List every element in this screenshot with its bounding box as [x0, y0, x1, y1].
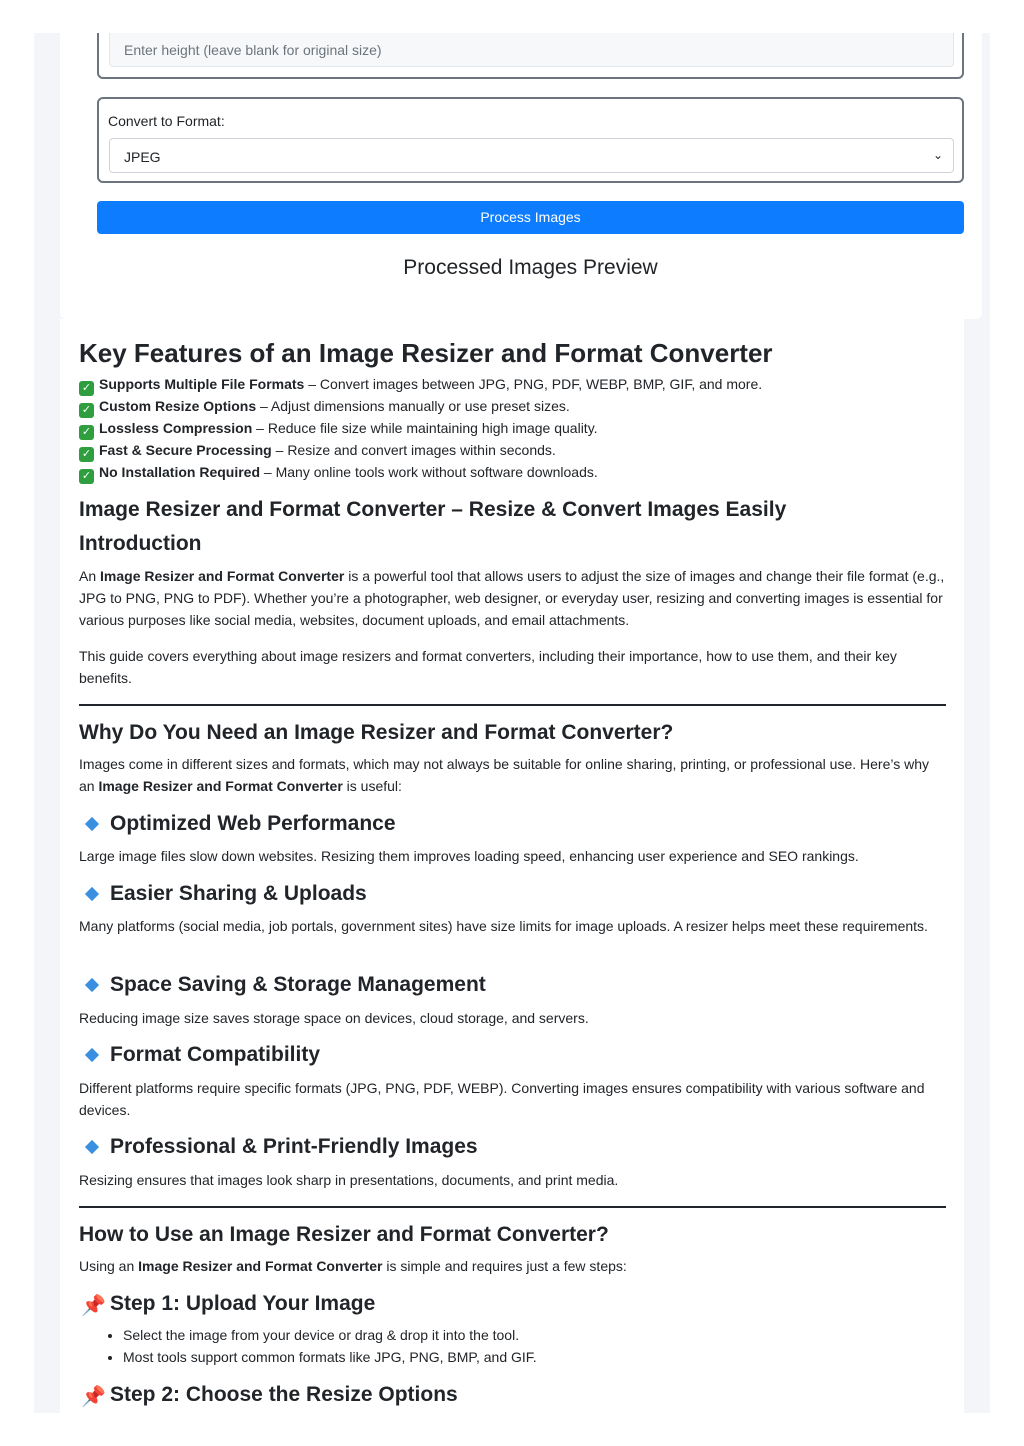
why-item-text: Different platforms require specific formats (JPG, PNG, PDF, WEBP). Converting images ensures compatibility with various software and devices. — [79, 1080, 925, 1118]
intro-subheading: Introduction — [79, 532, 202, 555]
step-bullets — [79, 1324, 537, 1368]
check-icon: ✓ — [79, 447, 94, 462]
height-field-group — [97, 33, 964, 79]
divider — [79, 704, 946, 706]
why-item-heading: Format Compatibility — [79, 1043, 946, 1069]
step-heading: 📌 Step 1: Upload Your Image — [81, 1292, 376, 1317]
chevron-down-icon: ⌄ — [932, 148, 943, 162]
check-icon: ✓ — [79, 425, 94, 440]
list-item: • Select the image from your device or drag & drop it into the tool. — [123, 1324, 537, 1346]
format-field-group — [97, 97, 964, 183]
intro-heading: Image Resizer and Format Converter – Resize & Convert Images Easily — [79, 498, 787, 521]
why-item-text: Reducing image size saves storage space on devices, cloud storage, and servers. — [79, 1010, 589, 1026]
features-heading: Key Features of an Image Resizer and Format Converter — [79, 338, 773, 368]
feature-item: ✓ Lossless Compression – Reduce file size while maintaining high image quality. — [79, 417, 598, 440]
intro-paragraph-2: This guide covers everything about image resizers and format converters, including their importance, how to use them, and their key benefits. — [79, 648, 897, 686]
step-heading: 📌 Step 2: Choose the Resize Options — [81, 1383, 458, 1408]
preview-title: Processed Images Preview — [403, 256, 658, 279]
why-item-heading: Easier Sharing & Uploads — [79, 882, 946, 908]
format-select-value: JPEG — [124, 149, 161, 165]
format-select[interactable] — [109, 138, 954, 173]
how-heading: How to Use an Image Resizer and Format Converter? — [79, 1223, 609, 1246]
check-icon: ✓ — [79, 403, 94, 418]
height-input[interactable]: Enter height (leave blank for original size) — [109, 33, 954, 67]
why-item-heading: Space Saving & Storage Management — [79, 973, 946, 999]
why-item-text: Large image files slow down websites. Resizing them improves loading speed, enhancing user experience and SEO rankings. — [79, 848, 859, 864]
why-heading: Why Do You Need an Image Resizer and Format Converter? — [79, 721, 674, 744]
intro-paragraph: An Image Resizer and Format Converter is a powerful tool that allows users to adjust the size of images and change their file format (e.g., JPG to PNG, PNG to PDF). Whether you’re a photographer, web designer, or everyday user, resizing and converting images is essential for various purposes like social media, websites, document uploads, and email attachments. — [79, 568, 945, 628]
article-content — [60, 319, 964, 1413]
why-item-heading: Professional & Print-Friendly Images — [79, 1135, 946, 1161]
feature-item: ✓ Custom Resize Options – Adjust dimensions manually or use preset sizes. — [79, 395, 570, 418]
how-paragraph: Using an Image Resizer and Format Converter is simple and requires just a few steps: — [79, 1258, 627, 1274]
why-item-text: Resizing ensures that images look sharp in presentations, documents, and print media. — [79, 1172, 619, 1188]
why-paragraph: Images come in different sizes and formats, which may not always be suitable for online sharing, printing, or professional use. Here’s why an Image Resizer and Format Converter is useful: — [79, 756, 930, 794]
check-icon: ✓ — [79, 381, 94, 396]
feature-item: ✓ Supports Multiple File Formats – Convert images between JPG, PNG, PDF, WEBP, BMP, GIF, and more. — [79, 373, 762, 396]
process-images-button[interactable]: Process Images — [97, 201, 964, 234]
why-item-heading: Optimized Web Performance — [79, 812, 946, 838]
check-icon: ✓ — [79, 469, 94, 484]
list-item: • Most tools support common formats like JPG, PNG, BMP, and GIF. — [123, 1346, 537, 1368]
divider — [79, 1206, 946, 1208]
why-item-text: Many platforms (social media, job portals, government sites) have size limits for image uploads. A resizer helps meet these requirements. — [79, 918, 928, 934]
format-label: Convert to Format: — [108, 113, 225, 129]
pushpin-icon: 📌 — [81, 1293, 106, 1317]
feature-item: ✓ Fast & Secure Processing – Resize and convert images within seconds. — [79, 439, 556, 462]
feature-item: ✓ No Installation Required – Many online tools work without software downloads. — [79, 461, 598, 484]
pushpin-icon: 📌 — [81, 1384, 106, 1408]
